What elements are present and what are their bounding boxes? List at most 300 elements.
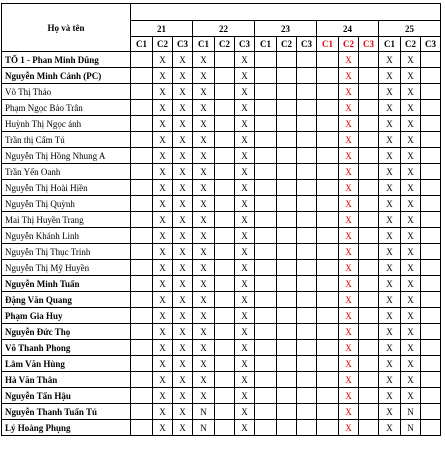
attendance-cell	[421, 404, 441, 420]
attendance-cell	[297, 68, 317, 84]
attendance-cell	[131, 228, 153, 244]
attendance-cell	[255, 68, 277, 84]
attendance-cell	[359, 340, 379, 356]
attendance-cell: X	[339, 68, 359, 84]
attendance-cell: X	[173, 132, 193, 148]
attendance-cell: X	[401, 196, 421, 212]
table-row	[2, 164, 441, 180]
attendance-cell	[421, 260, 441, 276]
attendance-cell: X	[173, 260, 193, 276]
table-row	[2, 260, 441, 276]
attendance-cell	[255, 420, 277, 436]
table-row	[2, 292, 441, 308]
attendance-cell: X	[379, 420, 401, 436]
attendance-cell: X	[379, 84, 401, 100]
table-row	[2, 356, 441, 372]
attendance-cell: X	[401, 116, 421, 132]
attendance-cell: X	[173, 196, 193, 212]
attendance-cell: X	[193, 260, 215, 276]
attendance-cell	[297, 164, 317, 180]
attendance-cell	[215, 196, 235, 212]
attendance-cell: X	[235, 52, 255, 68]
slot-header: C1	[255, 37, 277, 52]
attendance-cell: X	[193, 164, 215, 180]
attendance-cell	[131, 356, 153, 372]
attendance-cell	[317, 324, 339, 340]
attendance-cell: X	[339, 244, 359, 260]
attendance-cell: X	[379, 276, 401, 292]
attendance-cell	[131, 68, 153, 84]
attendance-cell	[297, 420, 317, 436]
member-name: Lâm Văn Hùng	[2, 356, 131, 372]
attendance-cell	[131, 148, 153, 164]
member-name: TỔ 1 - Phan Minh Dũng	[2, 52, 131, 68]
attendance-cell	[421, 148, 441, 164]
attendance-cell: X	[193, 100, 215, 116]
attendance-cell: X	[379, 132, 401, 148]
attendance-cell	[255, 276, 277, 292]
member-name: Trần thị Cẩm Tú	[2, 132, 131, 148]
attendance-cell	[421, 372, 441, 388]
attendance-cell	[215, 84, 235, 100]
attendance-cell	[317, 420, 339, 436]
attendance-cell	[215, 404, 235, 420]
attendance-cell: X	[235, 292, 255, 308]
attendance-cell: X	[173, 52, 193, 68]
table-row	[2, 52, 441, 68]
attendance-cell: X	[193, 340, 215, 356]
member-name: Nguyễn Thị Thục Trinh	[2, 244, 131, 260]
attendance-cell: X	[235, 180, 255, 196]
day-header: 25	[379, 21, 441, 37]
attendance-cell: X	[339, 196, 359, 212]
attendance-cell: X	[173, 212, 193, 228]
attendance-cell: X	[173, 100, 193, 116]
member-name: Nguyễn Khánh Linh	[2, 228, 131, 244]
attendance-cell	[297, 196, 317, 212]
table-row	[2, 116, 441, 132]
attendance-cell: X	[153, 68, 173, 84]
attendance-cell	[317, 292, 339, 308]
attendance-cell	[359, 116, 379, 132]
table-row	[2, 244, 441, 260]
table-row	[2, 308, 441, 324]
attendance-cell	[277, 212, 297, 228]
attendance-cell: X	[401, 244, 421, 260]
attendance-cell	[317, 132, 339, 148]
attendance-cell: X	[153, 116, 173, 132]
attendance-table	[1, 3, 441, 436]
attendance-cell: X	[235, 276, 255, 292]
attendance-cell: X	[173, 68, 193, 84]
attendance-cell	[317, 244, 339, 260]
attendance-cell: X	[173, 276, 193, 292]
attendance-cell: X	[193, 324, 215, 340]
attendance-cell	[131, 180, 153, 196]
slot-header: C1	[379, 37, 401, 52]
attendance-cell: X	[379, 116, 401, 132]
attendance-cell: X	[173, 420, 193, 436]
member-name: Phạm Gia Huy	[2, 308, 131, 324]
attendance-cell	[359, 260, 379, 276]
attendance-cell	[297, 260, 317, 276]
attendance-cell	[215, 148, 235, 164]
member-name: Nguyễn Thanh Tuấn Tú	[2, 404, 131, 420]
attendance-cell	[359, 388, 379, 404]
attendance-cell: X	[173, 340, 193, 356]
table-row	[2, 404, 441, 420]
attendance-cell	[215, 420, 235, 436]
attendance-cell: X	[193, 52, 215, 68]
table-row	[2, 100, 441, 116]
attendance-cell: X	[401, 212, 421, 228]
attendance-cell	[255, 52, 277, 68]
attendance-cell	[317, 404, 339, 420]
attendance-cell: X	[401, 68, 421, 84]
attendance-cell	[421, 340, 441, 356]
attendance-cell	[255, 100, 277, 116]
attendance-cell	[317, 372, 339, 388]
attendance-cell: X	[379, 388, 401, 404]
attendance-cell: X	[401, 372, 421, 388]
attendance-cell	[317, 196, 339, 212]
attendance-cell: X	[153, 276, 173, 292]
attendance-cell: N	[193, 404, 215, 420]
slot-header: C3	[421, 37, 441, 52]
attendance-cell	[215, 388, 235, 404]
attendance-cell	[297, 356, 317, 372]
attendance-cell	[359, 292, 379, 308]
attendance-cell: X	[339, 212, 359, 228]
member-name: Trần Yến Oanh	[2, 164, 131, 180]
attendance-cell: X	[173, 84, 193, 100]
attendance-cell: X	[235, 388, 255, 404]
top-spacer-row	[2, 4, 441, 21]
attendance-cell: X	[193, 356, 215, 372]
attendance-cell: X	[379, 68, 401, 84]
attendance-cell: X	[235, 116, 255, 132]
attendance-cell	[297, 324, 317, 340]
attendance-cell	[131, 100, 153, 116]
attendance-cell: X	[379, 404, 401, 420]
day-header: 24	[317, 21, 379, 37]
table-row	[2, 180, 441, 196]
table-row	[2, 420, 441, 436]
attendance-cell	[421, 132, 441, 148]
attendance-cell	[421, 388, 441, 404]
attendance-cell	[317, 228, 339, 244]
attendance-cell	[359, 372, 379, 388]
member-name: Hà Văn Thân	[2, 372, 131, 388]
name-column-header: Họ và tên	[2, 4, 131, 52]
attendance-cell	[317, 52, 339, 68]
member-name: Nguyễn Tấn Hậu	[2, 388, 131, 404]
attendance-cell: X	[173, 324, 193, 340]
attendance-cell	[255, 196, 277, 212]
attendance-cell: X	[379, 244, 401, 260]
attendance-cell	[277, 132, 297, 148]
attendance-cell: X	[339, 116, 359, 132]
attendance-cell	[359, 212, 379, 228]
attendance-cell: X	[339, 148, 359, 164]
member-name: Võ Thị Thảo	[2, 84, 131, 100]
attendance-cell	[131, 212, 153, 228]
attendance-cell	[421, 244, 441, 260]
attendance-cell	[421, 356, 441, 372]
attendance-cell: X	[339, 180, 359, 196]
attendance-cell: X	[339, 132, 359, 148]
attendance-cell	[131, 196, 153, 212]
attendance-cell: X	[153, 340, 173, 356]
attendance-cell: X	[401, 228, 421, 244]
attendance-cell: X	[153, 164, 173, 180]
attendance-cell	[421, 212, 441, 228]
attendance-cell	[317, 356, 339, 372]
attendance-cell: X	[153, 388, 173, 404]
member-name: Nguyễn Đức Thọ	[2, 324, 131, 340]
attendance-cell: X	[339, 404, 359, 420]
attendance-cell	[297, 244, 317, 260]
attendance-cell: X	[153, 260, 173, 276]
attendance-cell: X	[339, 292, 359, 308]
attendance-cell	[359, 324, 379, 340]
attendance-cell: X	[193, 148, 215, 164]
attendance-cell	[255, 244, 277, 260]
attendance-cell: X	[235, 196, 255, 212]
attendance-cell	[277, 356, 297, 372]
attendance-cell	[277, 308, 297, 324]
attendance-cell: X	[153, 196, 173, 212]
table-row	[2, 212, 441, 228]
attendance-cell	[421, 116, 441, 132]
attendance-cell	[317, 180, 339, 196]
attendance-cell: X	[235, 100, 255, 116]
attendance-cell: X	[401, 324, 421, 340]
attendance-cell: X	[339, 52, 359, 68]
attendance-cell	[131, 420, 153, 436]
attendance-cell	[421, 228, 441, 244]
attendance-cell	[317, 100, 339, 116]
attendance-cell: X	[339, 260, 359, 276]
attendance-cell: X	[339, 308, 359, 324]
member-name: Lý Hoàng Phụng	[2, 420, 131, 436]
attendance-cell: X	[173, 116, 193, 132]
attendance-cell	[277, 244, 297, 260]
attendance-cell	[131, 116, 153, 132]
slot-header: C3	[235, 37, 255, 52]
attendance-cell	[359, 244, 379, 260]
attendance-cell: X	[339, 420, 359, 436]
table-row	[2, 68, 441, 84]
attendance-cell	[297, 388, 317, 404]
attendance-cell	[421, 292, 441, 308]
slot-header: C3	[173, 37, 193, 52]
attendance-cell: X	[401, 308, 421, 324]
slot-header: C1	[193, 37, 215, 52]
attendance-cell	[131, 52, 153, 68]
attendance-cell: X	[401, 356, 421, 372]
attendance-cell: X	[379, 212, 401, 228]
attendance-cell: X	[339, 388, 359, 404]
attendance-cell	[421, 276, 441, 292]
attendance-cell: N	[401, 420, 421, 436]
attendance-cell: X	[339, 356, 359, 372]
attendance-cell	[359, 196, 379, 212]
attendance-cell	[131, 84, 153, 100]
attendance-cell	[277, 292, 297, 308]
attendance-cell: X	[235, 324, 255, 340]
attendance-cell: X	[153, 228, 173, 244]
attendance-cell	[297, 340, 317, 356]
attendance-cell: X	[235, 68, 255, 84]
attendance-cell	[131, 388, 153, 404]
attendance-cell: X	[193, 292, 215, 308]
attendance-cell	[215, 356, 235, 372]
attendance-cell: X	[153, 404, 173, 420]
attendance-cell	[277, 68, 297, 84]
attendance-cell: X	[153, 308, 173, 324]
attendance-cell	[297, 292, 317, 308]
table-row	[2, 388, 441, 404]
attendance-cell: X	[339, 100, 359, 116]
attendance-cell	[297, 84, 317, 100]
attendance-cell	[215, 324, 235, 340]
attendance-cell	[277, 180, 297, 196]
attendance-cell	[421, 68, 441, 84]
attendance-cell: X	[401, 180, 421, 196]
attendance-cell: X	[401, 292, 421, 308]
attendance-cell	[421, 420, 441, 436]
attendance-cell	[359, 180, 379, 196]
table-row	[2, 228, 441, 244]
attendance-cell: X	[379, 324, 401, 340]
attendance-cell	[215, 180, 235, 196]
attendance-cell	[421, 180, 441, 196]
slot-header: C3	[359, 37, 379, 52]
attendance-cell	[131, 260, 153, 276]
attendance-cell: X	[235, 340, 255, 356]
attendance-cell: X	[193, 212, 215, 228]
attendance-cell: X	[193, 372, 215, 388]
attendance-cell	[277, 164, 297, 180]
attendance-cell	[277, 148, 297, 164]
attendance-cell	[215, 260, 235, 276]
attendance-cell: X	[401, 52, 421, 68]
attendance-cell	[317, 388, 339, 404]
attendance-cell: X	[173, 308, 193, 324]
attendance-cell	[277, 116, 297, 132]
attendance-cell: X	[379, 292, 401, 308]
attendance-cell: X	[193, 308, 215, 324]
attendance-cell	[277, 228, 297, 244]
day-header: 21	[131, 21, 193, 37]
attendance-cell: X	[235, 404, 255, 420]
attendance-cell	[277, 276, 297, 292]
attendance-cell: X	[235, 84, 255, 100]
attendance-cell	[255, 356, 277, 372]
attendance-cell: X	[173, 180, 193, 196]
attendance-cell: X	[193, 228, 215, 244]
attendance-cell	[317, 148, 339, 164]
attendance-cell: X	[379, 372, 401, 388]
table-row	[2, 148, 441, 164]
attendance-cell: X	[339, 84, 359, 100]
attendance-cell	[131, 308, 153, 324]
attendance-cell	[255, 116, 277, 132]
attendance-cell	[131, 324, 153, 340]
attendance-cell	[277, 196, 297, 212]
attendance-cell: X	[153, 100, 173, 116]
attendance-cell: X	[401, 260, 421, 276]
attendance-cell: X	[153, 292, 173, 308]
attendance-cell: X	[153, 356, 173, 372]
attendance-cell	[297, 180, 317, 196]
attendance-cell	[421, 308, 441, 324]
attendance-cell	[255, 212, 277, 228]
table-row	[2, 196, 441, 212]
attendance-cell	[317, 116, 339, 132]
attendance-cell	[277, 52, 297, 68]
attendance-cell: X	[401, 84, 421, 100]
attendance-cell	[255, 292, 277, 308]
attendance-cell	[277, 84, 297, 100]
attendance-cell	[359, 356, 379, 372]
attendance-cell: X	[193, 196, 215, 212]
attendance-cell: X	[193, 276, 215, 292]
attendance-cell: X	[153, 244, 173, 260]
attendance-cell: X	[401, 340, 421, 356]
attendance-cell	[215, 292, 235, 308]
attendance-cell: X	[379, 180, 401, 196]
attendance-cell	[131, 292, 153, 308]
table-row	[2, 132, 441, 148]
attendance-cell: X	[235, 132, 255, 148]
attendance-cell: X	[153, 372, 173, 388]
attendance-cell	[215, 308, 235, 324]
attendance-cell	[215, 340, 235, 356]
attendance-cell: X	[173, 244, 193, 260]
attendance-cell	[297, 116, 317, 132]
attendance-cell: X	[401, 100, 421, 116]
attendance-cell	[421, 84, 441, 100]
day-header: 22	[193, 21, 255, 37]
attendance-cell	[359, 132, 379, 148]
attendance-cell	[317, 164, 339, 180]
attendance-cell: X	[401, 148, 421, 164]
attendance-cell: X	[379, 164, 401, 180]
attendance-cell	[359, 228, 379, 244]
attendance-cell	[421, 52, 441, 68]
attendance-cell	[297, 308, 317, 324]
attendance-cell	[297, 132, 317, 148]
attendance-cell: X	[193, 132, 215, 148]
attendance-cell	[297, 228, 317, 244]
attendance-cell	[131, 340, 153, 356]
attendance-cell	[359, 100, 379, 116]
attendance-cell	[359, 68, 379, 84]
attendance-cell: X	[193, 180, 215, 196]
table-body	[2, 52, 441, 436]
slot-header: C2	[153, 37, 173, 52]
attendance-cell	[277, 372, 297, 388]
attendance-cell	[317, 68, 339, 84]
attendance-cell: X	[379, 148, 401, 164]
slot-header: C2	[277, 37, 297, 52]
attendance-cell	[421, 196, 441, 212]
attendance-cell: N	[401, 404, 421, 420]
attendance-cell	[297, 52, 317, 68]
attendance-cell: X	[153, 148, 173, 164]
